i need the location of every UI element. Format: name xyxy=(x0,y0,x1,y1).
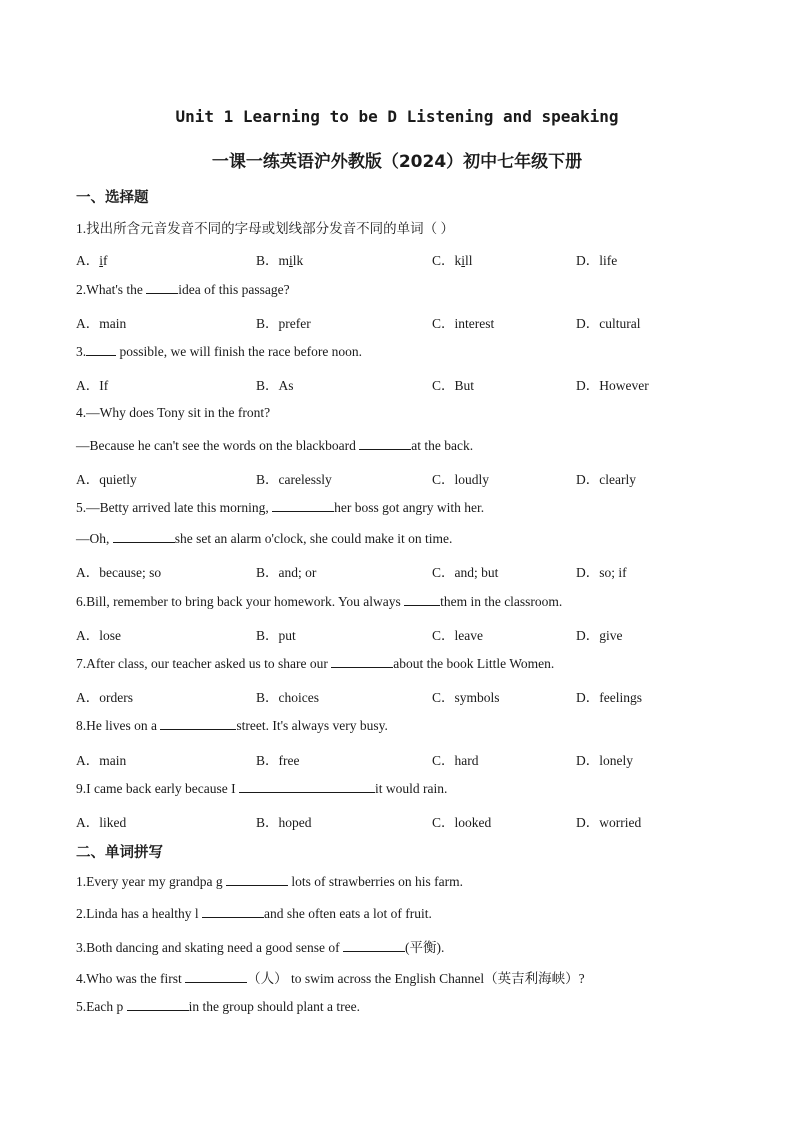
question-7-option-d: D．feelings xyxy=(576,690,642,705)
page-subtitle: 一课一练英语沪外教版（2024）初中七年级下册 xyxy=(211,152,583,172)
question-8-option-a: A．main xyxy=(76,753,127,768)
question-7-stem: 7.After class, our teacher asked us to share our about the book Little Women. xyxy=(76,656,555,671)
answer-blank[interactable] xyxy=(239,780,375,793)
question-8-stem: 8.He lives on a street. It's always very busy. xyxy=(76,718,388,733)
answer-blank[interactable] xyxy=(86,343,116,356)
question-7-option-a: A．orders xyxy=(76,690,133,705)
question-2-stem: 2.What's the idea of this passage? xyxy=(76,282,290,297)
question-5-stem-2: —Oh, she set an alarm o'clock, she could make it on time. xyxy=(76,531,453,546)
question-2-option-c: C．interest xyxy=(432,316,495,331)
question-5-option-a: A．because; so xyxy=(76,565,162,580)
question-1-stem: 1.找出所含元音发音不同的字母或划线部分发音不同的单词（ ） xyxy=(76,221,454,236)
question-1-option-a: A．if xyxy=(76,253,108,268)
question-5-option-d: D．so; if xyxy=(576,565,627,580)
question-9-option-c: C．looked xyxy=(432,815,492,830)
question-8-option-c: C．hard xyxy=(432,753,479,768)
spelling-5: 5.Each p in the group should plant a tree. xyxy=(76,999,360,1014)
answer-blank[interactable] xyxy=(185,970,247,983)
answer-blank[interactable] xyxy=(160,717,236,730)
question-3-stem: 3. possible, we will finish the race before noon. xyxy=(76,344,363,359)
answer-blank[interactable] xyxy=(272,499,334,512)
question-8-option-d: D．lonely xyxy=(576,753,633,768)
question-2-option-a: A．main xyxy=(76,316,127,331)
question-5-option-c: C．and; but xyxy=(432,565,499,580)
section-heading-spelling: 二、单词拼写 xyxy=(76,845,163,861)
question-9-option-a: A．liked xyxy=(76,815,127,830)
question-2-option-d: D．cultural xyxy=(576,316,641,331)
question-2-option-b: B．prefer xyxy=(256,316,311,331)
question-4-option-a: A．quietly xyxy=(76,472,137,487)
question-1-option-d: D．life xyxy=(576,253,618,268)
spelling-2: 2.Linda has a healthy l and she often eats a lot of fruit. xyxy=(76,906,432,921)
question-3-option-d: D．However xyxy=(576,378,649,393)
question-6-option-c: C．leave xyxy=(432,628,483,643)
question-4-option-c: C．loudly xyxy=(432,472,490,487)
question-4-option-d: D．clearly xyxy=(576,472,636,487)
question-3-option-c: C．But xyxy=(432,378,475,393)
answer-blank[interactable] xyxy=(226,873,288,886)
question-5-option-b: B．and; or xyxy=(256,565,317,580)
spelling-4: 4.Who was the first （人） to swim across the English Channel（英吉利海峡）? xyxy=(76,971,585,986)
answer-blank[interactable] xyxy=(202,905,264,918)
question-6-stem: 6.Bill, remember to bring back your homework. You always them in the classroom. xyxy=(76,594,563,609)
question-9-option-b: B．hoped xyxy=(256,815,312,830)
spelling-3: 3.Both dancing and skating need a good sense of (平衡). xyxy=(76,940,445,955)
question-3-option-a: A．If xyxy=(76,378,109,393)
spelling-1: 1.Every year my grandpa g lots of strawberries on his farm. xyxy=(76,874,464,889)
question-6-option-d: D．give xyxy=(576,628,623,643)
section-heading-choice: 一、选择题 xyxy=(76,190,149,206)
question-6-option-b: B．put xyxy=(256,628,296,643)
question-6-option-a: A．lose xyxy=(76,628,121,643)
answer-blank[interactable] xyxy=(331,655,393,668)
question-5-stem: 5.—Betty arrived late this morning, her boss got angry with her. xyxy=(76,500,485,515)
answer-blank[interactable] xyxy=(404,593,440,606)
answer-blank[interactable] xyxy=(146,281,178,294)
answer-blank[interactable] xyxy=(343,939,405,952)
question-1-option-b: B．milk xyxy=(256,253,304,268)
question-1-option-c: C．kill xyxy=(432,253,473,268)
answer-blank[interactable] xyxy=(113,530,175,543)
question-9-stem: 9.I came back early because I it would rain. xyxy=(76,781,448,796)
question-3-option-b: B．As xyxy=(256,378,294,393)
page-title: Unit 1 Learning to be D Listening and speaking xyxy=(175,107,619,126)
question-4-stem: 4.—Why does Tony sit in the front? xyxy=(76,405,271,420)
question-4-stem-2: —Because he can't see the words on the blackboard at the back. xyxy=(76,438,474,453)
question-7-option-c: C．symbols xyxy=(432,690,500,705)
question-8-option-b: B．free xyxy=(256,753,300,768)
question-4-option-b: B．carelessly xyxy=(256,472,332,487)
answer-blank[interactable] xyxy=(359,437,411,450)
question-9-option-d: D．worried xyxy=(576,815,642,830)
answer-blank[interactable] xyxy=(127,998,189,1011)
question-7-option-b: B．choices xyxy=(256,690,319,705)
